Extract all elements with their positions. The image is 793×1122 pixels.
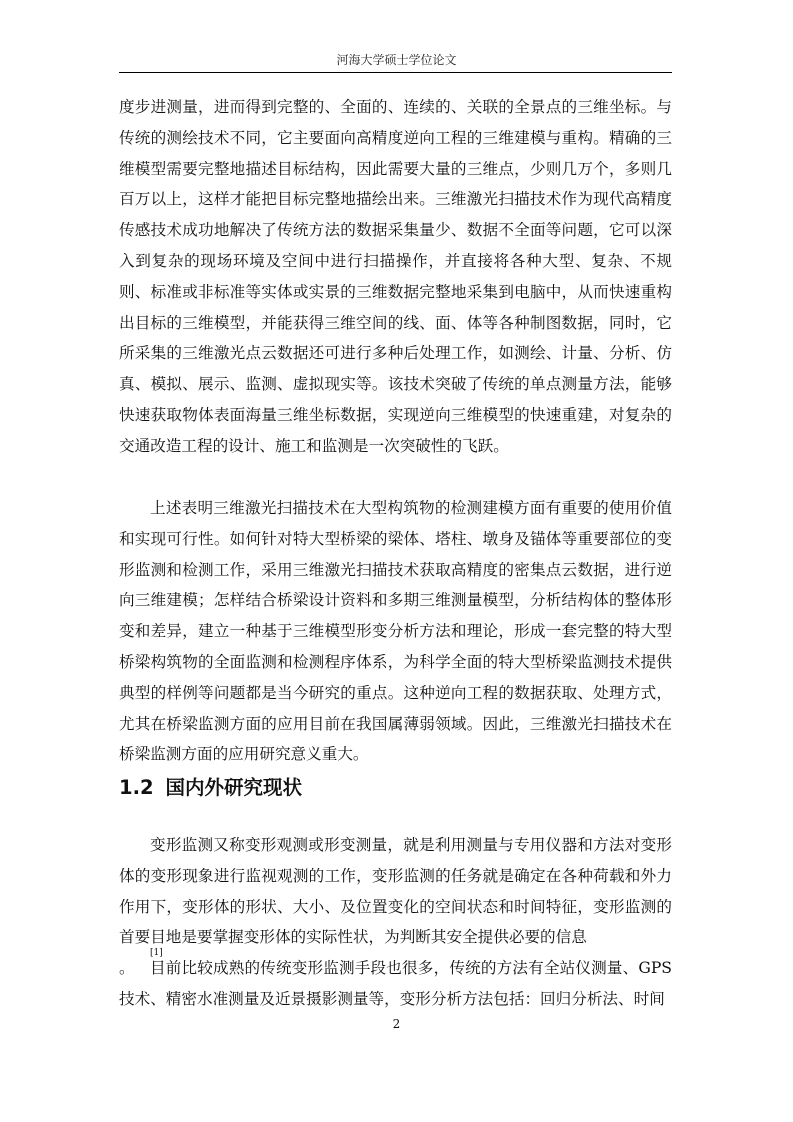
header-title: 河海大学硕士学位论文 bbox=[336, 53, 457, 67]
body-paragraph: 上述表明三维激光扫描技术在大型构筑物的检测建模方面有重要的使用价值和实现可行性。如何针对特大型桥梁的梁体、塔柱、墩身及锚体等重要部位的变形监测和检测工作，采用三维激光扫描技术获取高精度的密集点云数据，进行逆向三维建模；怎样结合桥梁设计资料和多期三维测量模型，分析结构体的整体形变和差异，建立一种基于三维模型形变分析方法和理论，形成一套完整的特大型桥梁构筑物的全面监测和检测程序体系，为科学全面的特大型桥梁监测技术提供典型的样例等问题都是当今研究的重点。这种逆向工程的数据获取、处理方式，尤其在桥梁监测方面的应用目前在我国属薄弱领域。因此，三维激光扫描技术在桥梁监测方面的应用研究意义重大。 bbox=[119, 499, 672, 764]
section-number: 1.2 bbox=[119, 776, 154, 799]
page-number: 2 bbox=[392, 1017, 401, 1031]
section-heading bbox=[119, 773, 302, 803]
body-paragraph: 度步进测量，进而得到完整的、全面的、连续的、关联的全景点的三维坐标。与传统的测绘技术不同，它主要面向高精度逆向工程的三维建模与重构。精确的三维模型需要完整地描述目标结构，因此需要大量的三维点，少则几万个，多则几百万以上，这样才能把目标完整地描绘出来。三维激光扫描技术作为现代高精度传感技术成功地解决了传统方法的数据采集量少、数据不全面等问题，它可以深入到复杂的现场环境及空间中进行扫描操作，并直接将各种大型、复杂、不规则、标准或非标准等实体或实景的三维数据完整地采集到电脑中，从而快速重构出目标的三维模型，并能获得三维空间的线、面、体等各种制图数据，同时，它所采集的三维激光点云数据还可进行多种后处理工作，如测绘、计量、分析、仿真、模拟、展示、监测、虚拟现实等。该技术突破了传统的单点测量方法，能够快速获取物体表面海量三维坐标数据，实现逆向三维模型的快速重建，对复杂的交通改造工程的设计、施工和监测是一次突破性的飞跃。 bbox=[119, 98, 672, 455]
paragraph-tail: 。 bbox=[119, 959, 135, 978]
section-title: 国内外研究现状 bbox=[165, 776, 303, 799]
header-rule bbox=[119, 72, 672, 73]
paragraph-text: 变形监测又称变形观测或形变测量，就是利用测量与专用仪器和方法对变形体的变形现象进行监视观测的工作，变形监测的任务就是确定在各种荷载和外力作用下，变形体的形状、大小、及位置变化的空间状态和时间特征，变形监测的首要目地是要掌握变形体的实际性状，为判断其安全提供必要的信息 bbox=[119, 836, 672, 947]
body-paragraph: 目前比较成熟的传统变形监测手段也很多，传统的方法有全站仪测量、GPS技术、精密水准测量及近景摄影测量等，变形分析方法包括：回归分析法、时间 bbox=[119, 959, 672, 1008]
body-paragraph: 变形监测又称变形观测或形变测量，就是利用测量与专用仪器和方法对变形体的变形现象进行监视观测的工作，变形监测的任务就是确定在各种荷载和外力作用下，变形体的形状、大小、及位置变化的空间状态和时间特征，变形监测的首要目地是要掌握变形体的实际性状，为判断其安全提供必要的信息 [1] 。 bbox=[119, 836, 672, 978]
